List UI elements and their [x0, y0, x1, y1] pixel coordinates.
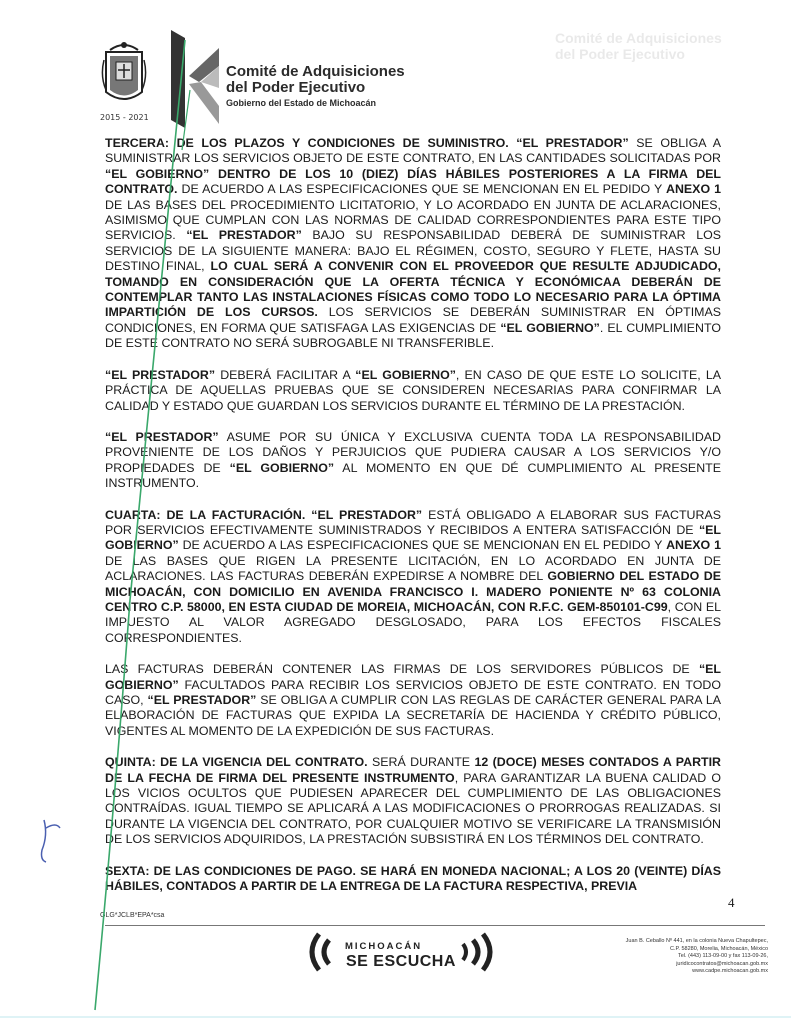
bold-text-run: “EL PRESTADOR” — [105, 367, 216, 382]
document-initials: GLG*JCLB*EPA*csa — [100, 912, 165, 919]
bleed-through-text-2: del Poder Ejecutivo — [555, 46, 685, 62]
contact-block — [558, 938, 768, 976]
bold-text-run: GOBIERNO DEL ESTADO DE MICHOACÁN, CON DOMICILIO EN AVENIDA FRANCISCO I. MADERO PONIENTE Nº 63 COLONIA CENTRO C.P. 58000, EN ESTA CIUDAD DE MOREIA, MICHOACÁN, CON R.F.C. GEM-850101-C99 — [105, 569, 721, 614]
bleed-through-logo — [555, 30, 755, 120]
bold-text-run: SEXTA: DE LAS CONDICIONES DE PAGO. SE HARÁ EN MONEDA NACIONAL; A LOS 20 (VEINTE) DÍAS HÁBILES, CONTADOS A PARTIR DE LA ENTREGA DE LA FACTURA RESPECTIVA, PREVIA — [105, 863, 721, 894]
bold-text-run: “EL GOBIERNO” — [105, 522, 721, 553]
text-run: ASUME POR SU ÚNICA Y EXCLUSIVA CUENTA TODA LA RESPONSABILIDAD PROVENIENTE DE LOS DAÑOS Y PERJUICIOS QUE PUDIERA CAUSAR A LOS SERVICIOS Y/O PROPIEDADES DE — [105, 429, 721, 475]
text-run: DE LAS BASES DEL PROCEDIMIENTO LICITATORIO, Y LO ACORDADO EN JUNTA DE ACLARACIONES, ASIMISMO QUE CUMPLAN CON LAS NORMAS DE CALIDAD CORRESPONDIENTES PARA ESTE TIPO SERVICIOS. — [105, 197, 721, 243]
text-run: , EN CASO DE QUE ESTE LO SOLICITE, LA PRÁCTICA DE AQUELLAS PRUEBAS QUE SE CONSIDEREN NECESARIAS PARA CONFIRMAR LA CALIDAD Y ESTADO QUE GUARDAN LOS SERVICIOS DURANTE EL TÉRMINO DE LA PRESTACIÓN. — [105, 367, 721, 413]
text-run: ESTÁ OBLIGADO A ELABORAR SUS FACTURAS POR SERVICIOS EFECTIVAMENTE SUMINISTRADOS Y RECIBIDOS A ENTERA SATISFACCIÓN DE — [105, 507, 721, 537]
state-coat-of-arms-icon — [100, 40, 148, 110]
bold-text-run: ANEXO 1 — [666, 538, 721, 553]
page-number: 4 — [728, 895, 735, 910]
bold-text-run: “EL GOBIERNO” — [229, 460, 335, 475]
bold-text-run: 12 (DOCE) MESES CONTADOS A PARTIR DE LA FECHA DE FIRMA DEL PRESENTE INSTRUMENTO — [105, 755, 721, 785]
bleed-through-text-1: Comité de Adquisiciones — [555, 30, 722, 46]
bold-text-run: “EL GOBIERNO” — [355, 367, 456, 382]
text-run: FACULTADOS PARA RECIBIR LOS SERVICIOS OBJETO DE ESTE CONTRATO. EN TODO CASO, — [105, 677, 721, 707]
clause-paragraph — [105, 662, 721, 739]
contact-line: juridicocontratos@michoacan.gob.mx — [676, 960, 768, 967]
clause-paragraph — [105, 508, 721, 647]
bold-text-run: “EL PRESTADOR” — [147, 693, 257, 707]
contact-line: Tel. (443) 113-09-00 y fax 113-09-26, — [678, 953, 768, 959]
contract-body — [105, 136, 721, 910]
bold-text-run: TERCERA: DE LOS PLAZOS Y CONDICIONES DE SUMINISTRO. “EL PRESTADOR” — [105, 136, 629, 150]
bold-text-run: “EL PRESTADOR” — [186, 228, 302, 243]
bold-text-run: ANEXO 1 — [666, 182, 721, 197]
committee-subtitle: Gobierno del Estado de Michoacán — [226, 98, 377, 108]
text-run: BAJO SU RESPONSABILIDAD DEBERÁ DE SUMINISTRAR LOS SERVICIOS DE LA SIGUIENTE MANERA: BAJO EL RÉGIMEN, COSTO, SEGURO Y FLETE, HASTA SU DESTINO FINAL, — [105, 228, 721, 274]
text-run: LAS FACTURAS DEBERÁN CONTENER LAS FIRMAS DE LOS SERVIDORES PÚBLICOS DE — [105, 662, 699, 677]
text-run: DEBERÁ FACILITAR A — [215, 367, 356, 382]
clause-paragraph — [105, 864, 721, 895]
text-run: AL MOMENTO EN QUE DÉ CUMPLIMIENTO AL PRESENTE INSTRUMENTO. — [105, 460, 721, 491]
bold-text-run: “EL GOBIERNO” — [105, 662, 721, 692]
bold-text-run: QUINTA: DE LA VIGENCIA DEL CONTRATO. — [105, 755, 368, 770]
michoacan-k-logo-icon — [167, 28, 222, 133]
contact-line: C.P. 58280, Morelia, Michoacán, México — [669, 945, 768, 952]
committee-line2: del Poder Ejecutivo — [226, 79, 366, 96]
text-run: , PARA GARANTIZAR LA BUENA CALIDAD O LOS VICIOS OCULTOS QUE PUDIESEN APARECER DEL CUMPLIMIENTO DE LAS OBLIGACIONES CONTRAÍDAS. IGUAL TIEMPO SE APLICARÁ A LAS MODIFICACIONES O PRORROGAS REALIZADAS. SI DURANTE LA VIGENCIA DEL CONTRATO, POR CUALQUIER MOTIVO SE VERIFICARE LA TRANSMISIÓN DE LOS SERVICIOS ADQUIRIDOS, LA PRESTACIÓN SUBSISTIRÁ EN LOS TÉRMINOS DEL CONTRATO. — [105, 770, 721, 847]
text-run: DE ACUERDO A LAS ESPECIFICACIONES QUE SE MENCIONAN EN EL PEDIDO Y — [178, 538, 667, 553]
text-run: DE LAS BASES QUE RIGEN LA PRESENTE LICITACIÓN, EN LO ACORDADO EN JUNTA DE ACLARACIONES. LAS FACTURAS DEBERÁN EXPEDIRSE A NOMBRE DEL — [105, 553, 721, 584]
clause-paragraph — [105, 136, 721, 352]
brand-bottom-text: SE ESCUCHA — [346, 953, 456, 970]
committee-name — [226, 64, 405, 96]
text-run: SE OBLIGA A CUMPLIR CON LAS REGLAS DE CARÁCTER GENERAL PARA LA ELABORACIÓN DE FACTURAS QUE EXPIDA LA SECRETARÍA DE HACIENDA Y CRÉDITO PÚBLICO, VIGENTES AL MOMENTO DE LA EXPEDICIÓN DE SUS FACTURAS. — [105, 693, 721, 738]
committee-line1: Comité de Adquisiciones — [226, 63, 405, 80]
clause-paragraph — [105, 430, 721, 492]
text-run: SERÁ DURANTE — [367, 755, 475, 770]
brand-top-text: MICHOACÁN — [345, 941, 423, 952]
crest-years: 2015 - 2021 — [100, 113, 149, 122]
contact-line: www.cadpe.michoacan.gob.mx — [692, 968, 768, 974]
text-run: LOS SERVICIOS SE DEBERÁN SUMINISTRAR EN ÓPTIMAS CONDICIONES, EN FORMA QUE SATISFAGA LAS EXIGENCIAS DE — [105, 305, 721, 335]
bold-text-run: LO CUAL SERÁ A CONVENIR CON EL PROVEEDOR QUE RESULTE ADJUDICADO, TOMANDO EN CONSIDERACIÓN QUE LA OFERTA TÉCNICA Y ECONÓMICAA DEBERÁN DE CONTEMPLAR TANTO LAS INSTALACIONES FÍSICAS COMO TODO LO NECESARIO PARA LA ÓPTIMA IMPARTICIÓN DE LOS CURSOS. — [105, 259, 721, 320]
clause-paragraph — [105, 755, 721, 847]
bold-text-run: “EL PRESTADOR” — [105, 429, 219, 444]
text-run: DE ACUERDO A LAS ESPECIFICACIONES QUE SE MENCIONAN EN EL PEDIDO Y — [177, 182, 667, 197]
text-run: . EL CUMPLIMIENTO DE ESTE CONTRATO NO SERÁ SUBROGABLE NI TRANSFERIBLE. — [105, 320, 721, 351]
text-run: SE OBLIGA A SUMINISTRAR LOS SERVICIOS OBJETO DE ESTE CONTRATO, EN LAS CANTIDADES SOLICITADAS POR — [105, 136, 721, 166]
text-run: , CON EL IMPUESTO AL VALOR AGREGADO DESGLOSADO, PARA LOS EFECTOS FISCALES CORRESPONDIENTES. — [105, 599, 721, 645]
contact-line: Juan B. Ceballo Nº 441, en la colonia Nueva Chapultepec, — [625, 938, 768, 944]
bold-text-run: “EL GOBIERNO” DENTRO DE LOS 10 (DIEZ) DÍAS HÁBILES POSTERIORES A LA FIRMA DEL CONTRATO. — [105, 166, 721, 197]
bottom-scan-edge — [0, 1016, 791, 1018]
bold-text-run: “EL GOBIERNO” — [500, 320, 600, 335]
bold-text-run: CUARTA: DE LA FACTURACIÓN. “EL PRESTADOR” — [105, 507, 423, 522]
clause-paragraph — [105, 368, 721, 414]
